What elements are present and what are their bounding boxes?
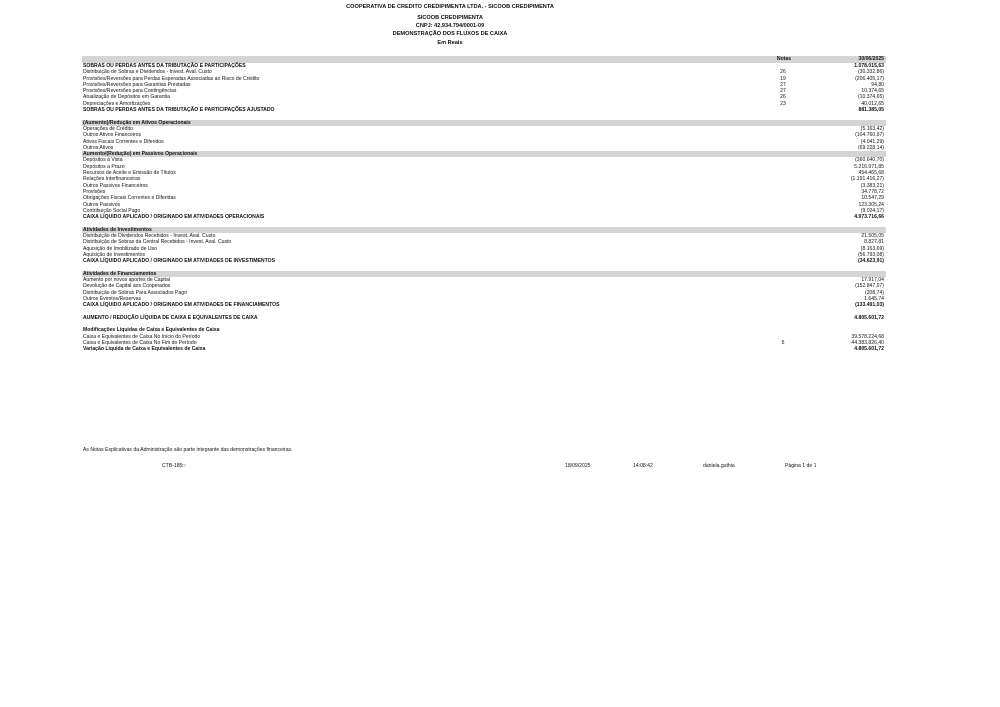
row-label: CAIXA LÍQUIDO APLICADO / ORIGINADO EM ATIVIDADES OPERACIONAIS — [83, 214, 265, 221]
row-value: 881.385,05 — [858, 107, 884, 114]
row-label: Aquisição de Investimentos — [83, 251, 146, 258]
row-label: AUMENTO / REDUÇÃO LÍQUIDA DE CAIXA E EQUIVALENTES DE CAIXA — [83, 314, 258, 321]
row-value: 4.805.601,72 — [854, 346, 884, 353]
row-value: 94,80 — [871, 81, 884, 88]
row-label: Aumento por novos aportes de Capital — [83, 277, 170, 284]
row-label: SOBRAS OU PERDAS ANTES DA TRIBUTAÇÃO E PARTICIPAÇÕES — [83, 63, 246, 69]
row-value: 1.078.015,63 — [854, 63, 884, 69]
row-label: SOBRAS OU PERDAS ANTES DA TRIBUTAÇÃO E PARTICIPAÇÕES AJUSTADO — [83, 107, 275, 114]
row-label: Distribuição de Sobras da Central Recebidos - Invest. Aval. Custo — [83, 239, 232, 246]
row-label: Ativos Fiscais Correntes e Diferidos — [83, 138, 164, 145]
row-value: (30.332,86) — [857, 69, 884, 76]
footer-page: Página 1 de 1 — [785, 463, 817, 469]
table-body — [82, 63, 886, 353]
row-label: Distribuição de Sobras e Dividendos - Invest. Aval. Custo — [83, 69, 212, 76]
row-value: (3.383,21) — [860, 182, 884, 189]
column-header — [82, 56, 886, 63]
row-label: Provisões/Reversões para Perdas Esperadas Associadas ao Risco de Crédito — [83, 75, 260, 82]
row-value: 4.805.601,72 — [854, 314, 884, 321]
row-label: Outros Passivos Financeiros — [83, 182, 148, 189]
table-row — [82, 346, 886, 352]
row-label: Aquisição de Imobilizado de Uso — [83, 245, 157, 252]
row-value: 39.578.224,68 — [851, 333, 884, 340]
explanatory-note: As Notas Explicativas da Administração são parte integrante das demonstrações financeiras. — [83, 447, 293, 453]
footer-time: 14:08:42 — [633, 463, 653, 469]
row-label: Outros Passivos — [83, 201, 121, 208]
row-nota: 27 — [780, 88, 786, 95]
row-value: (1.191.416,27) — [850, 176, 884, 183]
row-value: 21.505,05 — [861, 233, 884, 240]
row-value: (152.847,07) — [855, 283, 884, 290]
row-label: Depreciações e Amortizações — [83, 100, 151, 107]
date-header: 30/06/2025 — [858, 56, 884, 62]
row-value: 17.917,04 — [861, 277, 884, 284]
row-label: Outros Ativos — [83, 144, 114, 151]
row-label: Obrigações Fiscais Correntes e Diferidas — [83, 195, 176, 202]
statement-title: DEMONSTRAÇÃO DOS FLUXOS DE CAIXA — [392, 31, 508, 37]
row-value: (5.163,42) — [860, 125, 884, 132]
cash-flow-table — [82, 56, 886, 353]
row-value: (8.163,69) — [860, 245, 884, 252]
row-label: Modificações Líquidas de Caixa e Equivalentes de Caixa — [83, 327, 220, 334]
row-label: Provisões/Reversões para Contingências — [83, 88, 177, 95]
row-value: 10.374,65 — [861, 88, 884, 95]
row-nota: 5 — [781, 340, 785, 347]
row-value: (4.041,29) — [860, 138, 884, 145]
footer-user: daniela.guthia — [703, 463, 735, 469]
row-label: Caixa e Equivalentes de Caixa No Início do Período — [83, 333, 201, 340]
row-value: 123.305,24 — [858, 201, 884, 208]
report-title: COOPERATIVA DE CREDITO CREDIPIMENTA LTDA. - SICOOB CREDIPIMENTA — [346, 4, 554, 10]
row-label: Aumento/(Redução) em Passivos Operacionais — [83, 151, 198, 158]
row-label: CAIXA LÍQUIDO APLICADO / ORIGINADO EM ATIVIDADES DE INVESTIMENTOS — [83, 258, 275, 265]
row-label: Atividades de Investimentos — [83, 226, 152, 233]
row-value: 1.645,74 — [864, 295, 884, 302]
row-value: 8.827,81 — [864, 239, 884, 246]
row-value: 5.216.971,85 — [854, 163, 884, 170]
row-value: 10.547,29 — [861, 195, 884, 202]
currency-line: Em Reais — [437, 40, 463, 46]
row-value: 4.973.716,66 — [854, 214, 884, 221]
row-value: 44.383.826,40 — [851, 340, 884, 347]
row-label: Caixa e Equivalentes de Caixa No Fim do Período — [83, 340, 197, 347]
row-label: Distribuição de Sobras Para Associados Pago — [83, 289, 187, 296]
row-nota: 23 — [780, 100, 786, 107]
row-nota: 19 — [780, 75, 786, 82]
row-label: Variação Líquida de Caixa e Equivalentes de Caixa — [83, 346, 206, 353]
row-value: (208,74) — [865, 289, 884, 296]
row-value: 454.465,68 — [858, 170, 884, 177]
row-value: 34.778,72 — [861, 188, 884, 195]
row-label: Depósitos à Vista — [83, 157, 123, 164]
row-label: Contribuição Social Pago — [83, 207, 141, 214]
row-label: Depósitos a Prazo — [83, 163, 125, 170]
row-value: (69.228,14) — [857, 144, 884, 151]
row-value: (9.024,17) — [860, 207, 884, 214]
row-value: (10.374,65) — [857, 94, 884, 101]
row-label: Provisões — [83, 188, 106, 195]
row-label: Relações Interfinanceiras — [83, 176, 141, 183]
row-value: (206.405,17) — [855, 75, 884, 82]
row-value: (360.640,70) — [855, 157, 884, 164]
footer-code: CTB-185□ — [162, 463, 186, 469]
entity-name: SICOOB CREDIPIMENTA — [417, 15, 483, 21]
row-nota: 26 — [780, 94, 786, 101]
row-label: Provisões/Reversões para Garantias Prestadas — [83, 81, 191, 88]
row-label: Devolução de Capital aos Cooperados — [83, 283, 171, 290]
row-label: Atualização de Depósitos em Garantia — [83, 94, 170, 101]
row-label: Atividades de Financiamentos — [83, 270, 157, 277]
row-label: CAIXA LÍQUIDO APLICADO / ORIGINADO EM ATIVIDADES DE FINANCIAMENTOS — [83, 302, 280, 309]
row-label: Distribuição de Dividendos Recebidos - Invest. Aval. Custo — [83, 233, 216, 240]
row-value: (133.491,03) — [855, 302, 884, 309]
row-label: Operações de Crédito — [83, 125, 133, 132]
row-value: (104.760,97) — [855, 132, 884, 139]
cnpj-line: CNPJ: 42.934.794/0001-09 — [415, 23, 485, 29]
row-label: Outros Ativos Financeiros — [83, 132, 142, 139]
row-nota: 26 — [780, 69, 786, 76]
row-value: 40.012,65 — [861, 100, 884, 107]
footer-date: 18/09/2025 — [565, 463, 591, 469]
row-nota: 27 — [780, 81, 786, 88]
notas-header: Notas — [776, 56, 792, 62]
row-label: Outros Eventos/Reservas — [83, 295, 142, 302]
row-label: (Aumento)/Redução em Ativos Operacionais — [83, 119, 191, 126]
row-label: Recursos de Aceite e Emissão de Títulos — [83, 170, 176, 177]
row-value: (34.623,91) — [857, 258, 884, 265]
row-value: (56.793,08) — [857, 251, 884, 258]
